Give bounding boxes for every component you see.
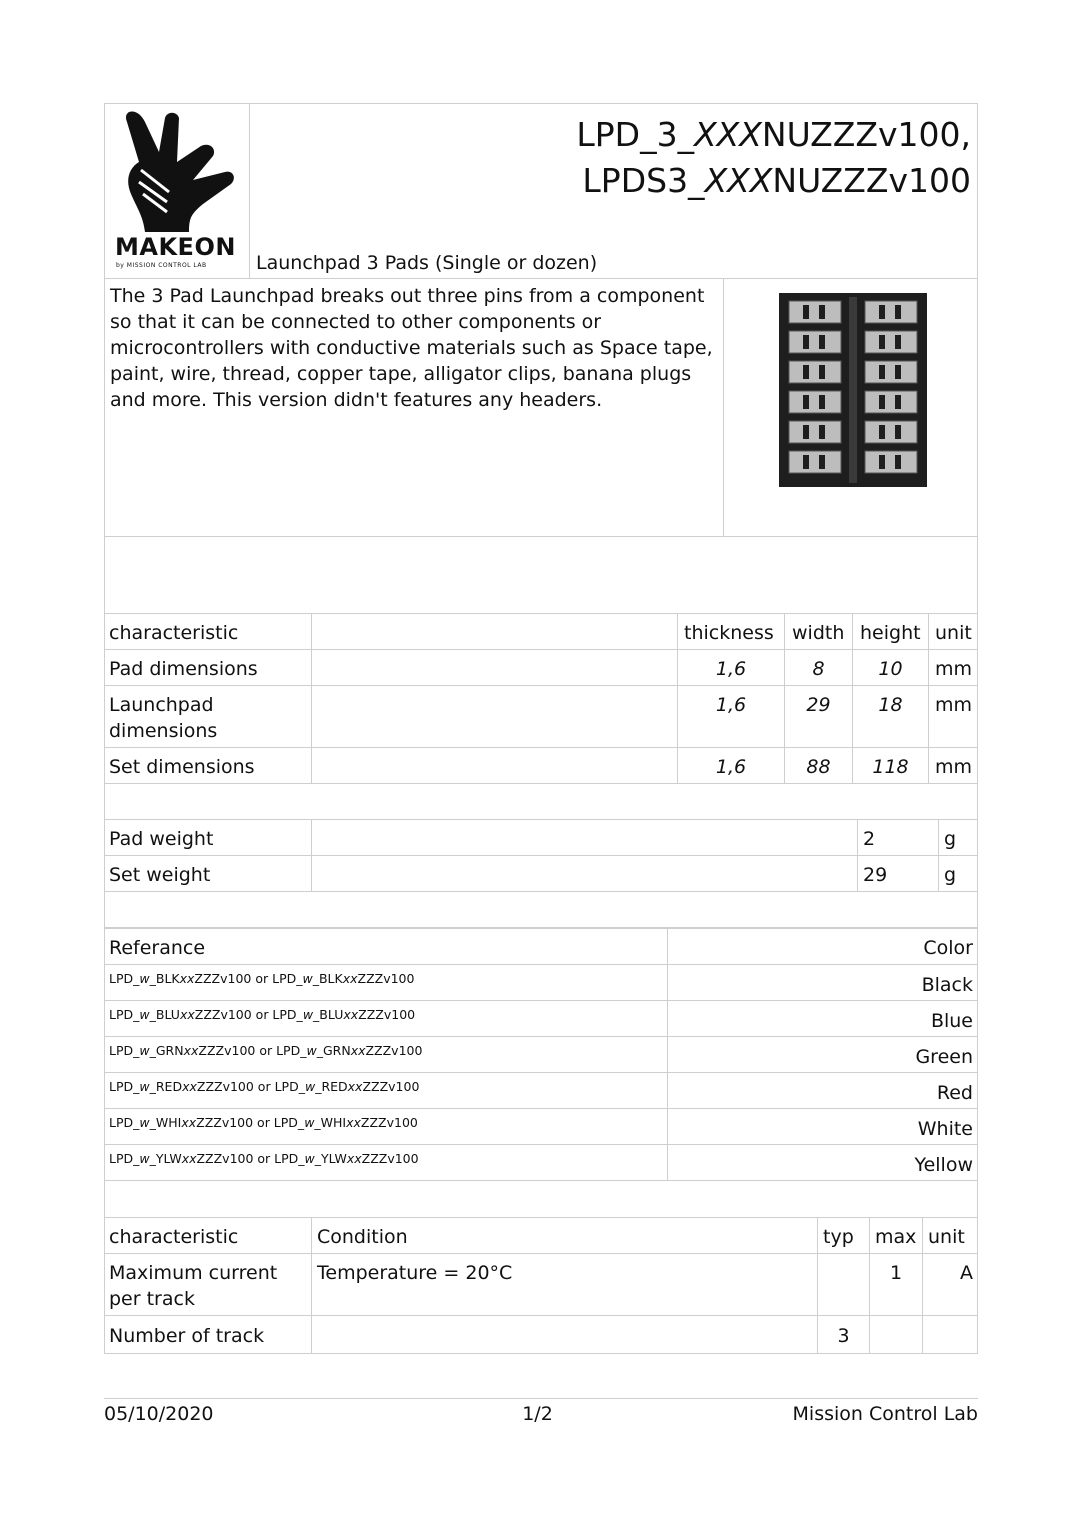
table-cell-unit: A bbox=[960, 1262, 973, 1284]
dim-header-unit: unit bbox=[935, 622, 972, 644]
spacer-row bbox=[104, 536, 978, 614]
table-row-color: Black bbox=[921, 974, 973, 996]
table-cell-thickness: 1,6 bbox=[715, 658, 747, 680]
table-row-reference: LPD_w_GRNxxZZZv100 or LPD_w_GRNxxZZZv100 bbox=[109, 1043, 423, 1058]
table-cell-value: 29 bbox=[863, 864, 888, 886]
table-row-reference: LPD_w_REDxxZZZv100 or LPD_w_REDxxZZZv100 bbox=[109, 1079, 420, 1094]
dim-header-width: width bbox=[792, 622, 845, 644]
product-code-title: LPD_3_XXXNUZZZv100, LPDS3_XXXNUZZZv100 bbox=[576, 115, 971, 200]
spacer-row bbox=[104, 891, 978, 928]
table-cell-unit: mm bbox=[935, 658, 973, 680]
table-cell-width: 8 bbox=[812, 658, 825, 680]
table-cell-unit: g bbox=[944, 864, 957, 886]
brand-logo-text: MAKEON bbox=[115, 233, 236, 261]
ref-header-color: Color bbox=[923, 937, 973, 959]
logo-cell bbox=[104, 103, 250, 279]
table-row-reference: LPD_w_BLUxxZZZv100 or LPD_w_BLUxxZZZv100 bbox=[109, 1007, 416, 1022]
title-cell bbox=[249, 103, 978, 279]
footer-date: 05/10/2020 bbox=[104, 1403, 214, 1425]
table-cell-max: 1 bbox=[889, 1262, 903, 1284]
table-cell-height: 118 bbox=[872, 756, 909, 778]
table-row-label: Launchpad dimensions bbox=[109, 694, 218, 742]
table-row-color: Green bbox=[915, 1046, 973, 1068]
dim-header-height: height bbox=[860, 622, 921, 644]
table-row-label: Pad weight bbox=[109, 828, 214, 850]
table-cell-height: 18 bbox=[878, 694, 903, 716]
spacer-row bbox=[104, 783, 978, 820]
elec-header-typ: typ bbox=[823, 1226, 854, 1248]
table-row-label: Pad dimensions bbox=[109, 658, 258, 680]
brand-logo-subtext: by MISSION CONTROL LAB bbox=[116, 262, 207, 269]
table-row-label-continued: per track bbox=[109, 1288, 195, 1310]
table-cell-height: 10 bbox=[878, 658, 903, 680]
footer-company: Mission Control Lab bbox=[792, 1403, 978, 1425]
footer-divider bbox=[104, 1398, 978, 1399]
table-cell-unit: mm bbox=[935, 756, 973, 778]
elec-header-max: max bbox=[875, 1226, 917, 1248]
dim-header-thickness: thickness bbox=[684, 622, 774, 644]
elec-header-characteristic: characteristic bbox=[109, 1226, 239, 1248]
table-row-color: White bbox=[917, 1118, 973, 1140]
launchpad-board-image bbox=[779, 291, 929, 491]
ref-header-reference: Referance bbox=[109, 937, 206, 959]
table-row-label: Set weight bbox=[109, 864, 211, 886]
elec-header-condition: Condition bbox=[317, 1226, 408, 1248]
table-row-reference: LPD_w_BLKxxZZZv100 or LPD_w_BLKxxZZZv100 bbox=[109, 971, 415, 986]
table-cell-unit: g bbox=[944, 828, 957, 850]
hand-logo-icon bbox=[119, 108, 239, 236]
table-row-color: Red bbox=[936, 1082, 973, 1104]
elec-header-unit: unit bbox=[928, 1226, 965, 1248]
table-cell-thickness: 1,6 bbox=[715, 756, 747, 778]
table-cell-width: 88 bbox=[806, 756, 831, 778]
table-cell-condition: Temperature = 20°C bbox=[317, 1262, 513, 1284]
description-cell bbox=[104, 278, 724, 537]
table-row-label: Number of track bbox=[109, 1325, 265, 1347]
spacer-row bbox=[104, 1180, 978, 1218]
table-cell-unit: mm bbox=[935, 694, 973, 716]
table-cell-width: 29 bbox=[806, 694, 831, 716]
table-row-reference: LPD_w_YLWxxZZZv100 or LPD_w_YLWxxZZZv100 bbox=[109, 1151, 419, 1166]
product-subtitle: Launchpad 3 Pads (Single or dozen) bbox=[256, 252, 598, 274]
table-row-reference: LPD_w_WHIxxZZZv100 or LPD_w_WHIxxZZZv100 bbox=[109, 1115, 418, 1130]
table-row-color: Blue bbox=[930, 1010, 973, 1032]
table-cell-thickness: 1,6 bbox=[715, 694, 747, 716]
table-row-label: Maximum current bbox=[109, 1262, 278, 1284]
table-row-color: Yellow bbox=[914, 1154, 973, 1176]
table-cell-value: 2 bbox=[863, 828, 876, 850]
table-row-label: Set dimensions bbox=[109, 756, 255, 778]
table-cell-typ: 3 bbox=[837, 1325, 850, 1347]
product-image-cell bbox=[723, 278, 978, 537]
footer-page-number: 1/2 bbox=[522, 1403, 553, 1425]
dim-header-characteristic: characteristic bbox=[109, 622, 239, 644]
product-description: The 3 Pad Launchpad breaks out three pins from a component so that it can be connected to other components or microcontrollers with conductive materials such as Space tape, paint, wire, thread, copper tape, alligator clips, banana plugs and more. This version didn't features any headers. bbox=[110, 285, 713, 411]
